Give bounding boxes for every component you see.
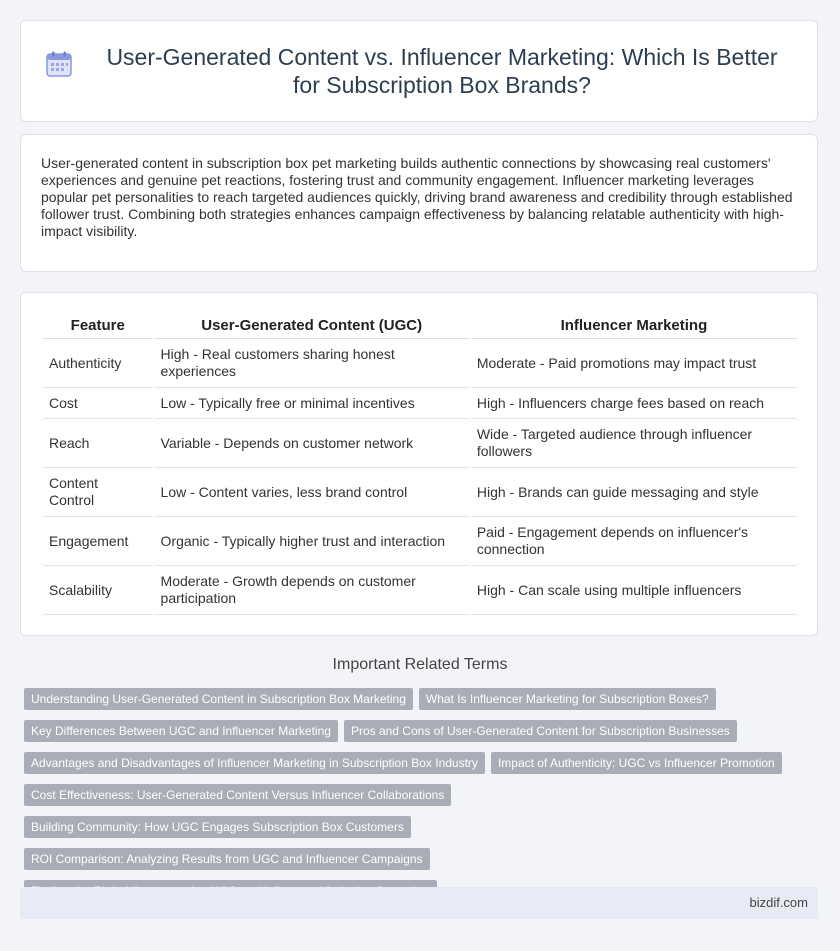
cell-feature: Content Control [43,468,153,517]
table-header-row [43,315,797,339]
calendar-icon [46,51,72,77]
related-terms-title: Important Related Terms [332,656,508,673]
footer-site-link[interactable]: bizdif.com [749,895,808,910]
header-ugc: User-Generated Content (UGC) [155,315,469,339]
comparison-table-card [20,292,818,636]
cell-ugc: Variable - Depends on customer network [155,419,469,468]
cell-feature: Scalability [43,566,153,615]
cell-ugc: Organic - Typically higher trust and interaction [155,517,469,566]
related-term-link[interactable]: Pros and Cons of User-Generated Content for Subscription Businesses [344,720,737,742]
related-term-link[interactable]: Understanding User-Generated Content in Subscription Box Marketing [24,688,413,710]
table-row [43,388,797,419]
table-row [43,566,797,615]
related-term-link[interactable]: Building Community: How UGC Engages Subscription Box Customers [24,816,411,838]
cell-ugc: Low - Typically free or minimal incentives [155,388,469,419]
cell-influencer: High - Can scale using multiple influencers [471,566,797,615]
cell-feature: Reach [43,419,153,468]
cell-feature: Authenticity [43,339,153,388]
related-term-link[interactable]: What Is Influencer Marketing for Subscription Boxes? [419,688,716,710]
related-terms-list [24,688,824,912]
intro-card [20,134,818,272]
cell-influencer: Paid - Engagement depends on influencer's connection [471,517,797,566]
header-feature: Feature [43,315,153,339]
related-term-link[interactable]: Cost Effectiveness: User-Generated Content Versus Influencer Collaborations [24,784,451,806]
cell-influencer: Moderate - Paid promotions may impact trust [471,339,797,388]
table-row [43,419,797,468]
cell-feature: Engagement [43,517,153,566]
cell-influencer: High - Influencers charge fees based on reach [471,388,797,419]
cell-ugc: Low - Content varies, less brand control [155,468,469,517]
intro-text: User-generated content in subscription box pet marketing builds authentic connections by showcasing real customers' experiences and genuine pet reactions, fostering trust and community engagement. Influencer marketing leverages popular pet personalities to reach targeted audiences quickly, driving brand awareness and credibility through established follower trust. Combining both strategies enhances campaign effectiveness by balancing relatable authenticity with high-impact visibility. [41,155,793,239]
comparison-table [41,315,799,615]
table-row [43,339,797,388]
cell-influencer: High - Brands can guide messaging and style [471,468,797,517]
footer [20,887,818,919]
related-term-link[interactable]: Impact of Authenticity: UGC vs Influencer Promotion [491,752,782,774]
related-term-link[interactable]: Key Differences Between UGC and Influencer Marketing [24,720,338,742]
cell-ugc: High - Real customers sharing honest experiences [155,339,469,388]
page-title: User-Generated Content vs. Influencer Marketing: Which Is Better for Subscription Box Brands? [106,44,778,98]
table-row [43,517,797,566]
title-card [20,20,818,122]
header-influencer: Influencer Marketing [471,315,797,339]
cell-feature: Cost [43,388,153,419]
table-row [43,468,797,517]
related-term-link[interactable]: Advantages and Disadvantages of Influencer Marketing in Subscription Box Industry [24,752,485,774]
cell-ugc: Moderate - Growth depends on customer participation [155,566,469,615]
cell-influencer: Wide - Targeted audience through influencer followers [471,419,797,468]
related-term-link[interactable]: ROI Comparison: Analyzing Results from UGC and Influencer Campaigns [24,848,430,870]
